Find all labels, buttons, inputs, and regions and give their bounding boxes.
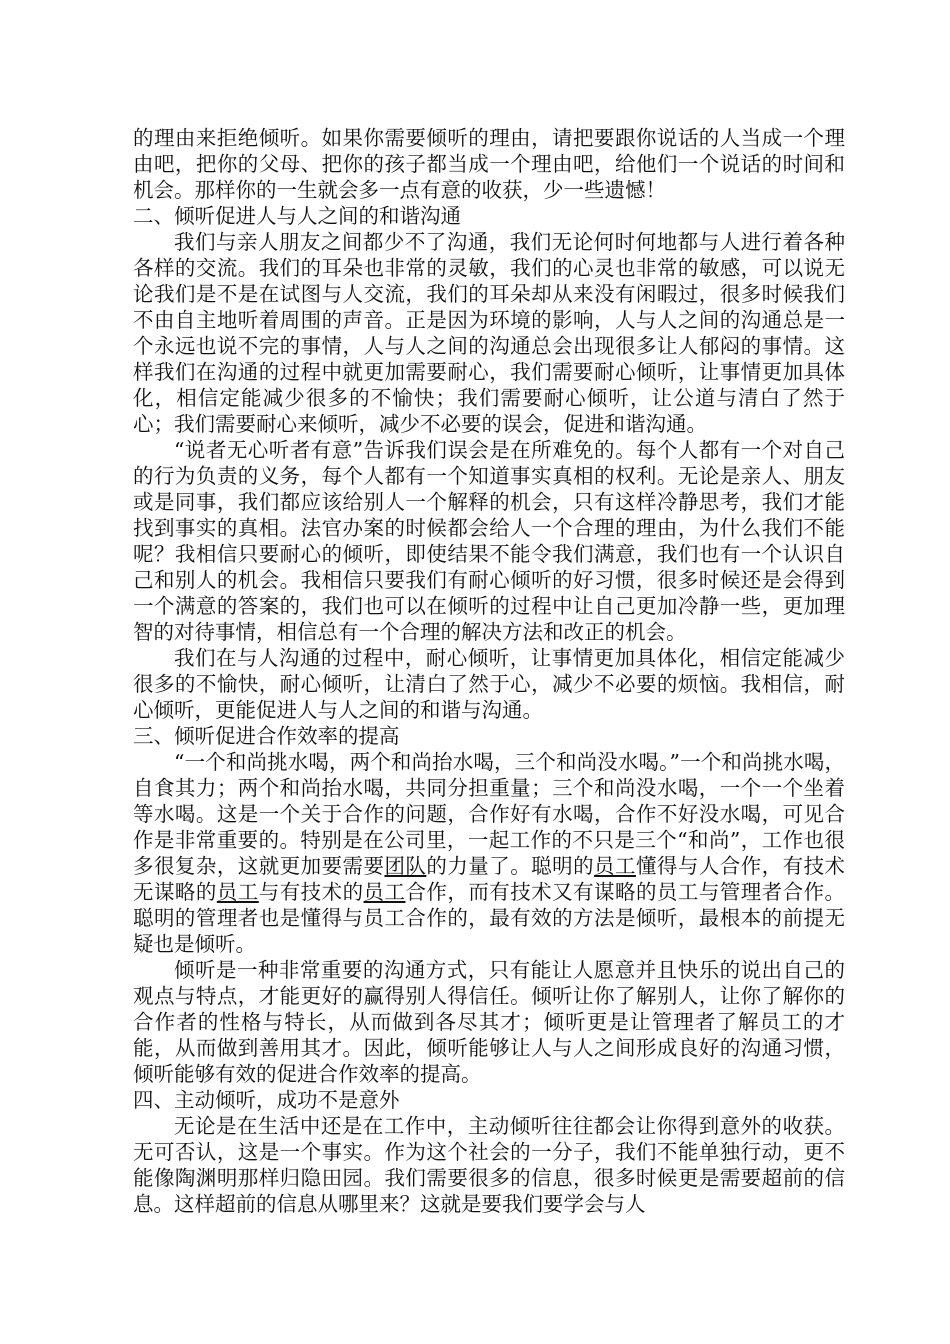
team-link[interactable]: 团队 <box>384 854 427 878</box>
section-heading-4: 四、主动倾听，成功不是意外 <box>133 1088 400 1112</box>
paragraph-communication-2: “说者无心听者有意”告诉我们误会是在所难免的。每个人都有一个对自己的行为负责的义务，每个人都有一个知道事实真相的权利。无论是亲人、朋友或是同事，我们都应该给别人一个解释的机会，只有这样冷静思考，我们才能找到事实的真相。法官办案的时候都会给人一个合理的理由，为什么我们不能呢？我相信只要耐心的倾听，即使结果不能令我们满意，我们也有一个认识自己和别人的机会。我相信只要我们有耐心倾听的好习惯，很多时候还是会得到一个满意的答案的，我们也可以在倾听的过程中让自己更加冷静一些，更加理智的对待事情，相信总有一个合理的解决方法和改正的机会。 <box>133 438 845 644</box>
paragraph-communication-3: 我们在与人沟通的过程中，耐心倾听，让事情更加具体化，相信定能减少很多的不愉快，耐心倾听，让清白了然于心，减少不必要的烦恼。我相信，耐心倾听，更能促进人与人之间的和谐与沟通。 <box>133 646 845 722</box>
document-body <box>133 125 845 1217</box>
paragraph-cooperation-2: 倾听是一种非常重要的沟通方式，只有能让人愿意并且快乐的说出自己的观点与特点，才能更好的赢得别人得信任。倾听让你了解别人，让你了解你的合作者的性格与特长，从而做到各尽其才；倾听更是让管理者了解员工的才能，从而做到善用其才。因此，倾听能够让人与人之间形成良好的沟通习惯，倾听能够有效的促进合作效率的提高。 <box>133 958 845 1086</box>
paragraph-communication-1: 我们与亲人朋友之间都少不了沟通，我们无论何时何地都与人进行着各种各样的交流。我们的耳朵也非常的灵敏，我们的心灵也非常的敏感，可以说无论我们是不是在试图与人交流，我们的耳朵却从来没有闲暇过，很多时候我们不由自主地听着周围的声音。正是因为环境的影响，人与人之间的沟通总是一个永远也说不完的事情，人与人之间的沟通总会出现很多让人郁闷的事情。这样我们在沟通的过程中就更加需要耐心，我们需要耐心倾听，让事情更加具体化，相信定能减少很多的不愉快；我们需要耐心倾听，让公道与清白了然于心；我们需要耐心来倾听，减少不必要的误会，促进和谐沟通。 <box>133 230 845 436</box>
section-heading-3: 三、倾听促进合作效率的提高 <box>133 724 400 748</box>
employee-link[interactable]: 员工 <box>594 854 636 878</box>
text-run: 的力量了。聪明的 <box>426 854 595 878</box>
text-run: “一个和尚挑水喝，两个和尚抬水喝，三个和尚没水喝。”一个和尚挑水喝，自食其力；两个和尚抬水喝，共同分担重量；三个和尚没水喝，一个一个坐着等水喝。这是一个关于合作的问题，合作好有水喝，合作不好没水喝，可见合作是非常重要的。特别是在公司里，一起工作的不只是三个“和尚”，工作也很多很复杂，这就更加要需要 <box>133 750 845 878</box>
paragraph-cooperation-1 <box>133 749 845 957</box>
section-heading-2: 二、倾听促进人与人之间的和谐沟通 <box>133 204 461 228</box>
employee-link[interactable]: 员工 <box>363 880 406 904</box>
text-run: 与有技术的 <box>258 880 364 904</box>
paragraph-intro: 的理由来拒绝倾听。如果你需要倾听的理由，请把要跟你说话的人当成一个理由吧，把你的父母、把你的孩子都当成一个理由吧，给他们一个说话的时间和机会。那样你的一生就会多一点有意的收获，少一些遗憾！ <box>133 126 845 202</box>
paragraph-active-listening: 无论是在生活中还是在工作中，主动倾听往往都会让你得到意外的收获。无可否认，这是一个事实。作为这个社会的一分子，我们不能单独行动，更不能像陶渊明那样归隐田园。我们需要很多的信息，很多时候更是需要超前的信息。这样超前的信息从哪里来？这就是要我们要学会与人 <box>133 1114 845 1216</box>
text-run: 合作，而有技术又有谋略的员工与管理者合作。聪明的管理者也是懂得与员工合作的，最有效的方法是倾听，最根本的前提无疑也是倾听。 <box>133 880 846 956</box>
employee-link[interactable]: 员工 <box>216 880 259 904</box>
text-run: 懂得与人合作，有技术无谋略的 <box>133 854 846 904</box>
